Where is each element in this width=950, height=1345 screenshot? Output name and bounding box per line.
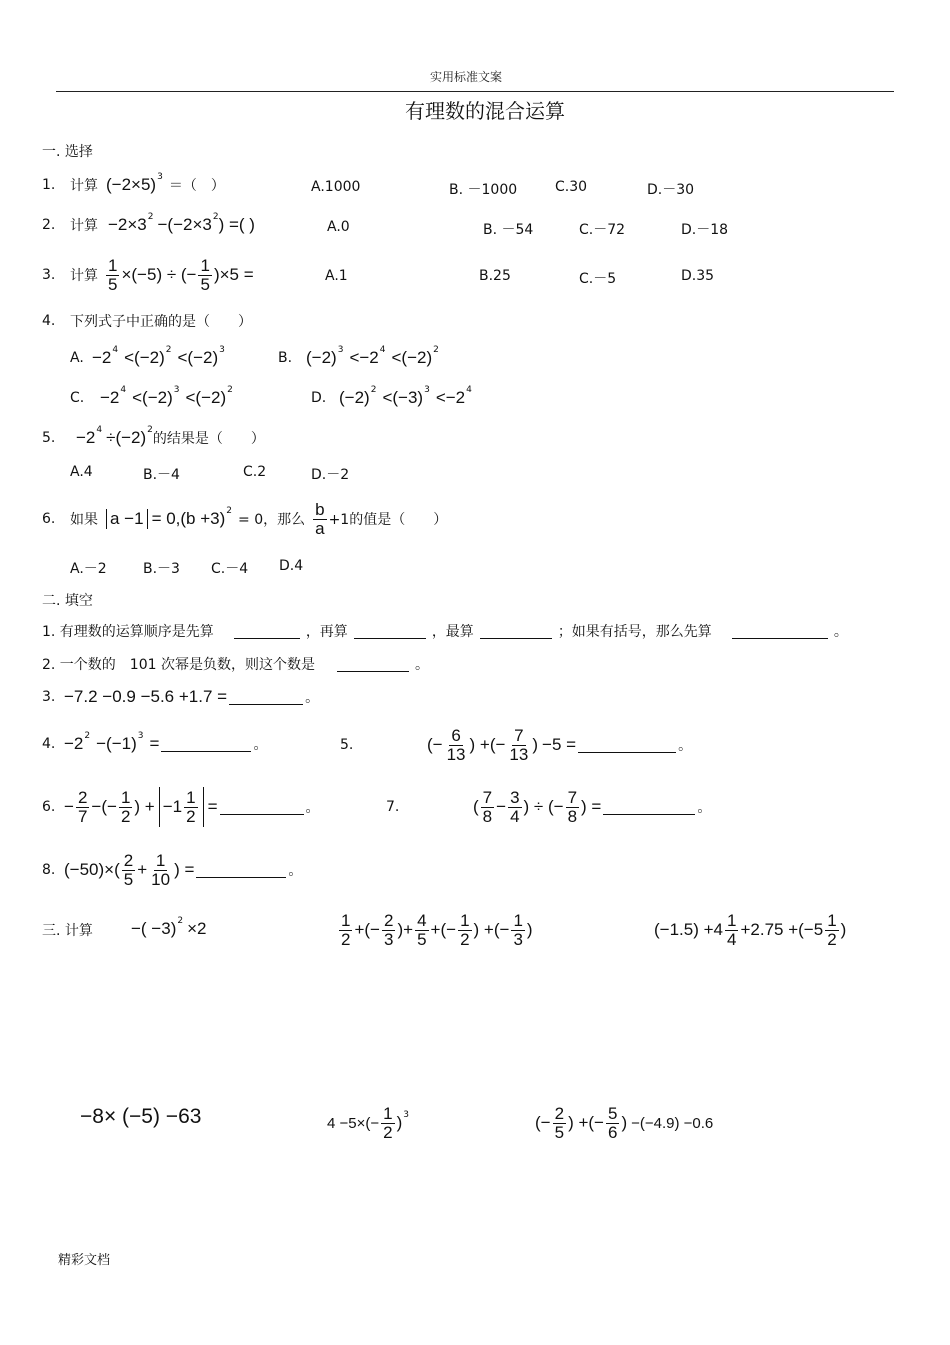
q6-option-b: B.－3	[143, 561, 180, 577]
fill-1-blank-4	[732, 624, 828, 639]
q6-option-c: C.－4	[211, 561, 249, 577]
fill-4	[42, 731, 267, 757]
calc-1-p2: ×2	[187, 919, 207, 938]
fill-8-fraction-1	[122, 852, 135, 889]
q4-d-e1: 2	[370, 385, 377, 395]
q4-number: 4.	[42, 313, 56, 329]
calc-5-den: 2	[383, 1122, 393, 1142]
fill-7-f1-den: 8	[482, 806, 493, 826]
fill-6-f2-den: 2	[120, 806, 131, 826]
q1-option-c: C.30	[555, 179, 588, 195]
q4-c-e1: 4	[120, 385, 127, 395]
fill-5-f1-den: 13	[446, 744, 466, 764]
q4-a-p1: −2	[92, 348, 112, 367]
calc-5: 4 −5×(− $\frac{1}{2}$ ) 3	[327, 1103, 410, 1142]
fill-7-f1-num: 7	[482, 787, 493, 807]
q6-tail: +1的值是（ ）	[328, 512, 448, 528]
calc-3-fraction-1	[725, 912, 738, 949]
fill-5: (− $\frac{6}{13}$ ) +(− $\frac{7}{13}$ ) −5 = 。	[427, 725, 693, 764]
q4-a-p2: <(−2)	[124, 348, 165, 367]
fill-7-f2-den: 4	[510, 806, 520, 826]
fill-3-end: 。	[305, 690, 320, 706]
fill-8-tail: ) =	[174, 860, 195, 879]
calc-2-f2-den: 3	[384, 929, 394, 949]
q4-c-label: C.	[70, 390, 85, 406]
q4-b-e3: 2	[433, 345, 439, 355]
fill-6-f2-num: 1	[120, 787, 131, 807]
fill-5-f2-num: 7	[514, 725, 524, 745]
q3-middle: ×(−5) ÷ (−	[121, 265, 197, 284]
q4-c-p2: <(−2)	[132, 388, 173, 407]
q4-d-p3: <−2	[435, 388, 466, 407]
q5-tail: 的结果是（ ）	[152, 431, 265, 447]
q2-part-a: −2×3	[108, 215, 147, 234]
q4-a-e2: 2	[165, 345, 172, 355]
calc-5-fraction	[381, 1105, 394, 1142]
fill-5-f1-num: 6	[451, 725, 461, 745]
calc-6-f2-den: 6	[607, 1122, 618, 1142]
q3-tail: )×5 =	[213, 265, 254, 284]
fill-6: 6. − $\frac{2}{7}$ −(− $\frac{1}{2}$ ) + −1 $\frac{1}{2}$ = 。	[42, 787, 320, 826]
calc-6-f2-num: 5	[607, 1103, 618, 1123]
q4-d-e2: 3	[424, 385, 430, 395]
fill-6-blank	[220, 800, 304, 815]
q4-d-p1: (−2)	[339, 388, 370, 407]
fill-4-blank	[161, 737, 251, 752]
q4-option-b	[278, 345, 439, 371]
fill-5-end: 。	[678, 738, 693, 754]
calc-6-f1-den: 5	[554, 1122, 565, 1142]
q4-c-p3: <(−2)	[185, 388, 227, 407]
fill-8-number: 8.	[42, 862, 56, 878]
q2-number: 2.	[42, 217, 56, 233]
q6-fraction	[313, 501, 326, 538]
fill-3-blank	[229, 690, 303, 705]
fill-7-end: 。	[697, 800, 712, 816]
fill-8-f1-den: 5	[123, 869, 134, 889]
fill-3	[42, 685, 319, 709]
q3-lead: 计算	[70, 268, 98, 284]
page-footer: 精彩文档	[58, 1253, 111, 1268]
calc-2-f2-num: 2	[384, 910, 394, 930]
q4-c-e2: 3	[173, 385, 180, 395]
q3-fraction-2	[198, 257, 211, 294]
q2-option-c: C.－72	[579, 222, 626, 238]
q4-d-e3: 4	[466, 385, 472, 395]
fill-5-blank	[578, 738, 676, 753]
q5-number: 5.	[42, 430, 56, 446]
calc-2-fraction-5	[511, 912, 524, 949]
page-title: 有理数的混合运算	[405, 99, 565, 123]
q6-option-a: A.－2	[70, 561, 107, 577]
calc-6-f1-num: 2	[554, 1103, 565, 1123]
fill-8-fraction-2	[149, 852, 172, 889]
fill-4-number: 4.	[42, 736, 56, 752]
fill-6-absolute-value	[159, 787, 204, 827]
q2-part-c: ) =( )	[218, 215, 255, 234]
q5-p2: ÷(−2)	[106, 428, 147, 447]
q4-option-d	[311, 385, 472, 411]
calc-2-fraction-1	[339, 912, 352, 949]
section-1-heading: 一. 选择	[42, 144, 93, 160]
question-6	[42, 496, 447, 542]
question-2	[42, 212, 255, 238]
q6-number: 6.	[42, 511, 56, 527]
fill-7: ( $\frac{7}{8}$ − $\frac{3}{4}$ ) ÷ (− $\frac{7}{8}$ ) = 。	[473, 787, 712, 826]
calc-6-fraction-1	[553, 1105, 566, 1142]
q2-option-b: B. －54	[483, 222, 534, 238]
fill-7-f2-num: 3	[510, 787, 520, 807]
fill-4-e2: 3	[137, 731, 144, 741]
fill-1-blank-3	[480, 624, 552, 639]
q4-a-p3: <(−2)	[177, 348, 219, 367]
fill-2-text-1: 2. 一个数的 101 次幂是负数，则这个数是	[42, 657, 315, 673]
q3-fraction-1	[106, 257, 119, 294]
fill-4-end: 。	[253, 737, 268, 753]
q4-option-c	[70, 385, 233, 411]
fill-6-whole: −1	[162, 797, 183, 816]
q4-a-e1: 4	[112, 345, 119, 355]
q5-option-d: D.－2	[311, 467, 350, 483]
calc-2-f4-den: 2	[460, 929, 470, 949]
q4-b-e2: 4	[379, 345, 386, 355]
calc-3-middle: +2.75 +(−5	[740, 920, 824, 939]
q5-option-a: A.4	[70, 464, 93, 480]
fill-2-blank	[337, 657, 409, 672]
fill-1-text-1: 1. 有理数的运算顺序是先算	[42, 624, 214, 640]
fill-7-fraction-3	[566, 789, 579, 826]
calc-2-f4-num: 1	[460, 910, 470, 930]
q4-b-p2: <−2	[349, 348, 379, 367]
q6-middle: = 0,(b +3)	[151, 509, 226, 528]
fill-8-end: 。	[288, 863, 303, 879]
q4-option-a	[70, 345, 225, 371]
q6-exponent: 2	[226, 506, 233, 516]
q6-fraction-numerator: b	[315, 499, 325, 519]
q3-option-a: A.1	[325, 268, 348, 284]
q1-option-a: A.1000	[311, 179, 361, 195]
q1-number: 1.	[42, 177, 56, 193]
q4-d-label: D.	[311, 390, 327, 406]
section-3-heading: 三. 计算	[42, 923, 93, 939]
calc-1-p1: −( −3)	[131, 919, 177, 938]
calc-3	[654, 907, 846, 953]
q6-option-d: D.4	[279, 558, 304, 574]
fill-5-fraction-1	[445, 727, 468, 764]
fill-6-f3-num: 1	[186, 787, 196, 807]
fill-2	[42, 653, 429, 675]
calc-6-fraction-2	[606, 1105, 619, 1142]
fill-8-blank	[196, 863, 286, 878]
calc-2-fraction-4	[458, 912, 471, 949]
fill-1-blank-1	[234, 624, 300, 639]
q1-option-b: B. －1000	[449, 182, 518, 198]
fill-6-f1-num: 2	[77, 787, 88, 807]
q4-b-label: B.	[278, 350, 293, 366]
calc-2-f5-num: 1	[513, 910, 523, 930]
fill-7-fraction-2	[508, 789, 521, 826]
q1-exponent: 3	[157, 172, 163, 182]
page-header: 实用标准文案	[430, 70, 503, 84]
fill-2-text-2: 。	[414, 657, 429, 673]
q2-option-a: A.0	[327, 219, 350, 235]
calc-3-lead: (−1.5) +4	[654, 920, 723, 939]
calc-2-f5-den: 3	[513, 929, 523, 949]
calc-3-f2-num: 1	[827, 910, 837, 930]
fill-3-number: 3.	[42, 689, 56, 705]
calc-2-f1-den: 2	[341, 929, 351, 949]
q4-text: 下列式子中正确的是（ ）	[70, 314, 252, 330]
q2-exp-1: 2	[147, 212, 154, 222]
fill-4-p1: −2	[64, 734, 84, 753]
fill-8: 8. (−50)×( $\frac{2}{5}$ + $\frac{1}{10}$ ) = 。	[42, 850, 303, 889]
fill-6-f3-den: 2	[186, 806, 196, 826]
fill-6-end: 。	[305, 800, 320, 816]
fill-8-lead: (−50)×(	[64, 860, 120, 879]
q3-number: 3.	[42, 267, 56, 283]
fill-1	[42, 620, 848, 642]
q6-fraction-denominator: a	[315, 518, 325, 538]
q6-absolute-value: a −1	[106, 509, 148, 529]
q2-lead: 计算	[70, 218, 98, 234]
fill-5-number: 5.	[340, 737, 354, 753]
q4-b-p3: <(−2)	[391, 348, 433, 367]
calc-3-tail: )	[840, 920, 847, 939]
q4-a-e3: 3	[219, 345, 225, 355]
q4-b-e1: 3	[337, 345, 344, 355]
calc-2-f3-den: 5	[417, 929, 427, 949]
fill-6-fraction-2	[119, 789, 132, 826]
question-4	[42, 309, 252, 333]
calc-1-exponent: 2	[177, 916, 184, 926]
fill-5-fraction-2	[507, 727, 530, 764]
q4-c-e3: 2	[227, 385, 233, 395]
q1-expression: (−2×5)	[106, 175, 157, 194]
fill-4-e1: 2	[84, 731, 91, 741]
fill-7-f3-num: 7	[567, 787, 578, 807]
calc-2-f1-num: 1	[341, 910, 351, 930]
calc-3-f1-num: 1	[727, 910, 737, 930]
q6-lead: 如果	[70, 512, 98, 528]
fill-3-expression: −7.2 −0.9 −5.6 +1.7 =	[64, 687, 228, 706]
q4-c-p1: −2	[100, 388, 120, 407]
fill-1-blank-2	[354, 624, 426, 639]
calc-4: −8× (−5) −63	[80, 1105, 202, 1128]
calc-1	[131, 916, 206, 942]
question-5	[42, 425, 265, 451]
calc-2-f3-num: 4	[417, 910, 427, 930]
q1-lead: 计算	[70, 178, 98, 194]
q2-exp-2: 2	[212, 212, 219, 222]
q5-e1: 4	[96, 425, 103, 435]
calc-3-f1-den: 4	[727, 929, 737, 949]
q3-fraction-1-numerator: 1	[108, 255, 118, 275]
q5-p1: −2	[76, 428, 96, 447]
fill-8-f1-num: 2	[123, 850, 134, 870]
q4-a-label: A.	[70, 350, 84, 366]
fill-4-equals: =	[149, 734, 160, 753]
fill-7-number: 7.	[386, 799, 400, 815]
calc-2-fraction-2	[382, 912, 395, 949]
fill-6-f1-den: 7	[77, 806, 88, 826]
fill-5-f2-den: 13	[509, 744, 529, 764]
calc-6-tail: −(−4.9) −0.6	[631, 1114, 714, 1132]
q4-d-p2: <(−3)	[382, 388, 424, 407]
q3-fraction-2-numerator: 1	[200, 255, 210, 275]
q4-b-p1: (−2)	[306, 348, 337, 367]
fill-6-fraction-3	[184, 789, 197, 826]
q5-option-b: B.－4	[143, 467, 180, 483]
fill-8-f2-den: 10	[151, 869, 171, 889]
q6-equals: = 0，那么	[238, 512, 306, 528]
fill-5-tail: −5 =	[542, 735, 577, 754]
q3-fraction-1-denominator: 5	[108, 274, 118, 294]
header-rule	[56, 91, 894, 92]
fill-7-f3-den: 8	[567, 806, 578, 826]
q1-tail: ＝（ ）	[168, 178, 225, 194]
q3-option-c: C.－5	[579, 271, 617, 287]
fill-1-text-2: ，再算	[305, 624, 348, 640]
fill-1-text-4: ；如果有括号，那么先算	[557, 624, 712, 640]
fill-1-text-5: 。	[833, 624, 848, 640]
calc-2-fraction-3	[415, 912, 428, 949]
calc-5-lead: 4 −5×(−	[327, 1114, 380, 1132]
q1-option-d: D.－30	[647, 182, 695, 198]
calc-6: (− $\frac{2}{5}$ ) +(− $\frac{5}{6}$ ) −(−4.9) −0.6	[535, 1103, 714, 1142]
q2-option-d: D.－18	[681, 222, 729, 238]
fill-8-f2-num: 1	[155, 850, 166, 870]
q3-option-d: D.35	[681, 268, 715, 284]
section-2-heading: 二. 填空	[42, 593, 93, 609]
q3-fraction-2-denominator: 5	[200, 274, 210, 294]
q5-e2: 2	[147, 425, 153, 435]
calc-2: $\frac{1}{2}$ +(− $\frac{2}{3}$ )+ $\frac{4}{5}$ +(− $\frac{1}{2}$ ) +(− $\frac{1}{3}$ )	[341, 910, 533, 949]
calc-5-exponent: 3	[403, 1110, 410, 1120]
calc-3-f2-den: 2	[827, 929, 837, 949]
q5-option-c: C.2	[243, 464, 267, 480]
fill-1-text-3: ，最算	[431, 624, 474, 640]
question-1	[42, 172, 225, 198]
fill-4-p2: −(−1)	[96, 734, 137, 753]
calc-3-fraction-2	[825, 912, 838, 949]
calc-5-num: 1	[383, 1103, 393, 1123]
fill-7-blank	[603, 800, 695, 815]
q3-option-b: B.25	[479, 268, 511, 284]
question-3	[42, 253, 254, 297]
q2-part-b: −(−2×3	[157, 215, 212, 234]
fill-6-fraction-1	[76, 789, 89, 826]
fill-6-number: 6.	[42, 799, 56, 815]
fill-7-fraction-1	[481, 789, 494, 826]
